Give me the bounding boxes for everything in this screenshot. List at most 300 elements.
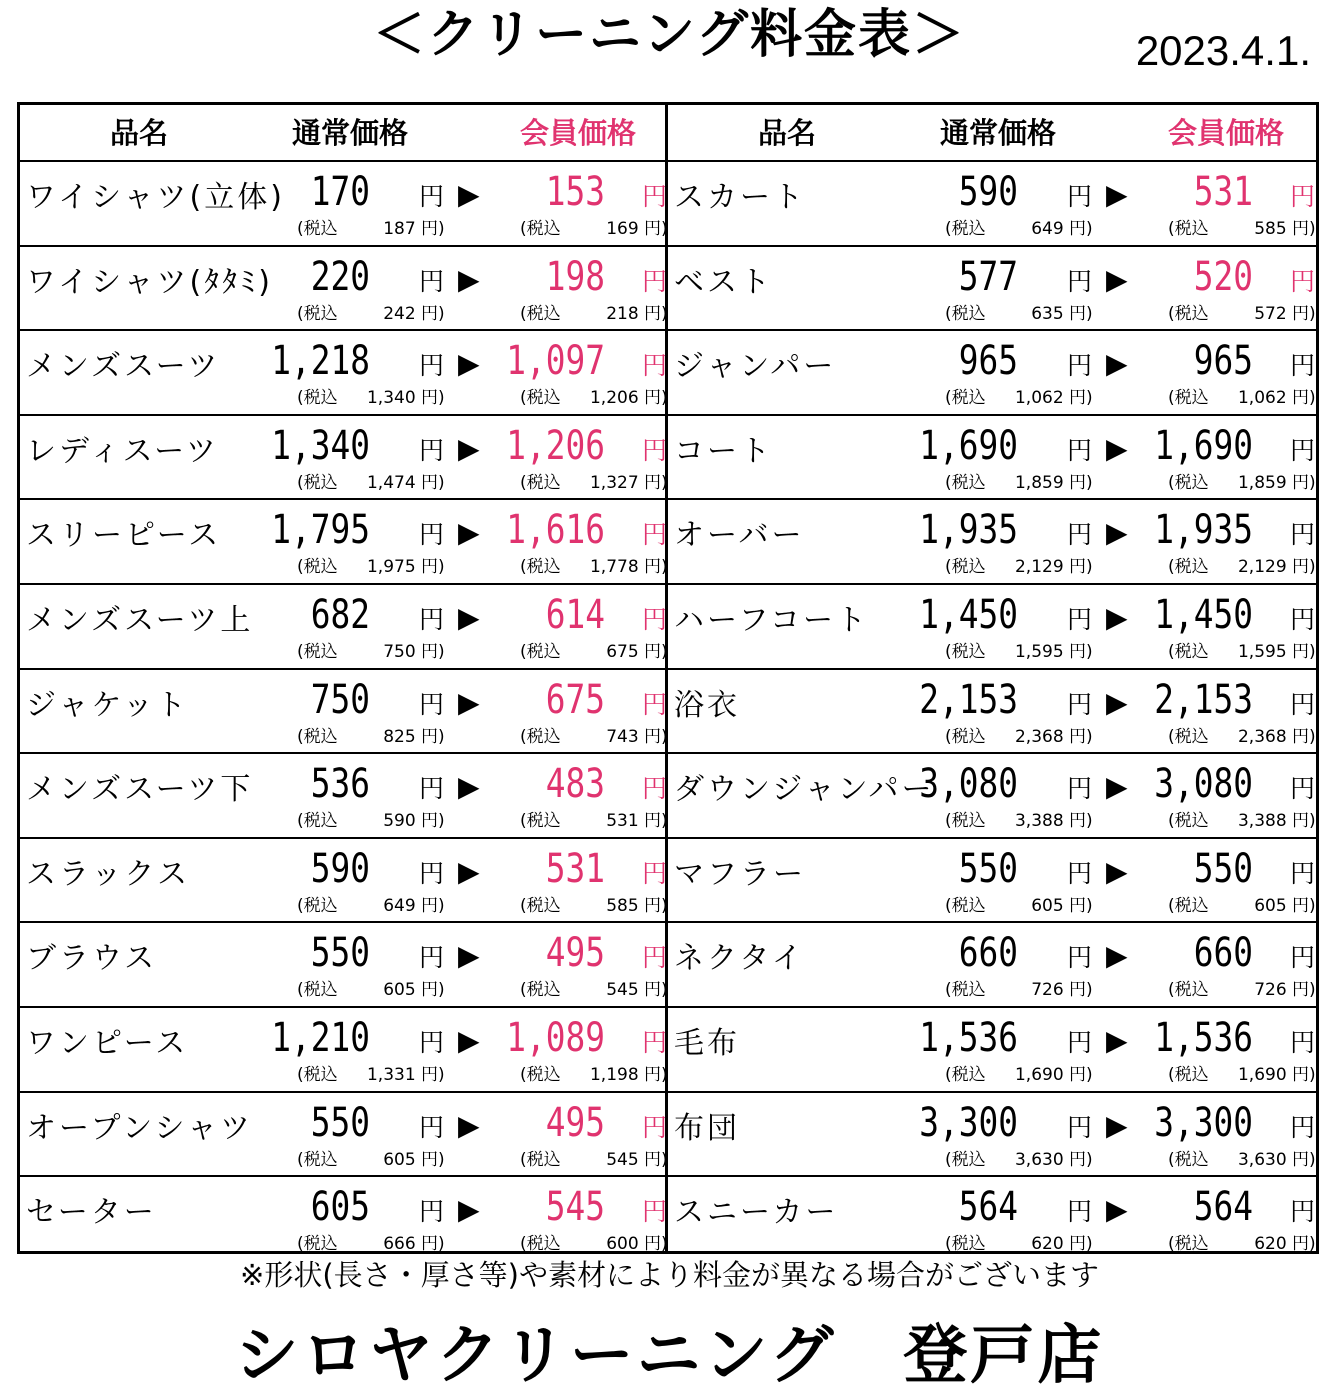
tax-suffix: 円) (421, 219, 445, 239)
tax-suffix: 円) (421, 1234, 445, 1255)
header-member-price: 会員価格 (520, 116, 637, 150)
pricing-note: ※形状(長さ・厚さ等)や素材により料金が異なる場合がございます (240, 1258, 1099, 1292)
normal-tax-value: 825 (383, 726, 416, 747)
normal-price-tax (297, 473, 445, 493)
arrow-icon: ▶ (458, 854, 480, 888)
normal-tax-value: 666 (383, 1234, 416, 1255)
member-tax-value: 2,129 (1237, 557, 1287, 578)
tax-suffix: 円) (421, 303, 445, 324)
tax-prefix: (税込 (520, 388, 561, 409)
yen-label: 円 (642, 1197, 668, 1227)
arrow-icon: ▶ (1106, 939, 1128, 973)
tax-prefix: (税込 (297, 303, 338, 324)
yen-label: 円 (419, 435, 445, 465)
normal-price: 1,450 (919, 591, 1018, 638)
tax-prefix: (税込 (945, 303, 986, 324)
member-price: 531 (1193, 169, 1253, 215)
item-name: メンズスーツ下 (26, 772, 254, 808)
item-name: スリーピース (26, 518, 222, 554)
member-price-tax (1168, 219, 1316, 239)
item-name: マフラー (674, 856, 806, 892)
yen-label: 円 (642, 266, 668, 296)
tax-prefix: (税込 (945, 641, 986, 662)
member-tax-value: 1,062 (1237, 388, 1287, 409)
yen-label: 円 (1067, 520, 1093, 550)
normal-price: 1,690 (919, 422, 1018, 469)
tax-suffix: 円) (1069, 811, 1093, 832)
member-tax-value: 585 (606, 895, 639, 916)
tax-suffix: 円) (1069, 1149, 1093, 1170)
member-tax-value: 3,388 (1237, 811, 1287, 832)
normal-price: 3,300 (919, 1099, 1018, 1146)
item-name: ブラウス (26, 941, 158, 977)
normal-price-tax (297, 1150, 445, 1170)
date-label: 2023.4.1. (1135, 27, 1311, 74)
tax-prefix: (税込 (520, 1234, 561, 1255)
page-title: ＜クリーニング料金表＞ (373, 5, 966, 65)
member-price: 520 (1193, 253, 1253, 300)
member-price: 153 (545, 169, 605, 215)
tax-suffix: 円) (1292, 1234, 1316, 1255)
member-tax-value: 1,198 (589, 1064, 639, 1085)
normal-price-tax (297, 304, 445, 324)
member-price: 545 (545, 1184, 605, 1231)
tax-prefix: (税込 (1168, 1149, 1209, 1170)
tax-suffix: 円) (1069, 303, 1093, 324)
tax-prefix: (税込 (520, 472, 561, 493)
tax-suffix: 円) (644, 895, 668, 916)
item-name: メンズスーツ上 (26, 602, 254, 638)
yen-label: 円 (419, 182, 445, 211)
tax-suffix: 円) (1069, 388, 1093, 409)
normal-price-tax (297, 219, 445, 239)
normal-price-tax (945, 896, 1093, 916)
yen-label: 円 (419, 266, 445, 296)
tax-suffix: 円) (1069, 1234, 1093, 1255)
tax-prefix: (税込 (297, 219, 338, 239)
tax-prefix: (税込 (297, 895, 338, 916)
member-price-tax (520, 1150, 668, 1170)
member-tax-value: 545 (606, 1149, 639, 1170)
normal-price-tax (297, 642, 445, 662)
yen-label: 円 (419, 604, 445, 634)
member-price-tax (1168, 388, 1316, 408)
normal-tax-value: 1,690 (1014, 1064, 1064, 1085)
tax-suffix: 円) (1069, 557, 1093, 578)
normal-price-tax (297, 1234, 445, 1254)
normal-tax-value: 635 (1031, 303, 1064, 324)
tax-prefix: (税込 (297, 557, 338, 578)
normal-tax-value: 1,595 (1014, 641, 1064, 662)
tax-suffix: 円) (644, 472, 668, 493)
item-name: スラックス (26, 856, 191, 892)
table-row (668, 331, 1316, 416)
normal-price-tax (297, 1065, 445, 1085)
tax-suffix: 円) (1069, 895, 1093, 916)
yen-label: 円 (1067, 774, 1093, 804)
arrow-icon: ▶ (458, 770, 480, 804)
normal-price-tax (945, 811, 1093, 831)
member-price-tax (1168, 642, 1316, 662)
member-price: 1,935 (1154, 507, 1253, 554)
normal-price: 550 (310, 1099, 370, 1146)
tax-prefix: (税込 (945, 557, 986, 578)
normal-price: 750 (310, 676, 370, 723)
table-row (20, 500, 668, 585)
member-tax-value: 1,690 (1237, 1064, 1287, 1085)
table-row (668, 839, 1316, 924)
item-name: ワイシャツ(立体) (26, 180, 285, 215)
table-row (20, 416, 668, 501)
member-price-tax (1168, 1234, 1316, 1254)
normal-price: 1,218 (271, 338, 370, 385)
yen-label: 円 (1290, 1197, 1316, 1227)
item-name: 浴衣 (674, 687, 740, 723)
normal-price-tax (297, 980, 445, 1000)
member-price: 660 (1193, 930, 1253, 977)
table-header (20, 105, 665, 162)
yen-label: 円 (642, 943, 668, 973)
tax-prefix: (税込 (1168, 303, 1209, 324)
member-price: 198 (545, 253, 605, 300)
member-tax-value: 1,595 (1237, 641, 1287, 662)
item-name: ワンピース (26, 1025, 189, 1061)
arrow-icon: ▶ (1106, 1193, 1128, 1227)
item-name: ダウンジャンパー (674, 772, 935, 808)
tax-prefix: (税込 (945, 388, 986, 409)
member-tax-value: 605 (1254, 895, 1287, 916)
member-tax-value: 169 (606, 219, 639, 239)
normal-price: 1,210 (271, 1014, 370, 1061)
item-name: ワイシャツ(ﾀﾀﾐ) (26, 264, 273, 300)
member-price-tax (520, 896, 668, 916)
member-price: 1,450 (1154, 591, 1253, 638)
member-tax-value: 545 (606, 980, 639, 1001)
item-name: レディスーツ (26, 433, 219, 469)
member-price: 3,300 (1154, 1099, 1253, 1146)
yen-label: 円 (1067, 1112, 1093, 1142)
normal-tax-value: 3,388 (1014, 811, 1064, 832)
member-price-tax (1168, 980, 1316, 1000)
table-row (668, 585, 1316, 670)
item-name: セーター (26, 1195, 157, 1231)
member-price-tax (1168, 304, 1316, 324)
tax-suffix: 円) (644, 1149, 668, 1170)
normal-price-tax (297, 557, 445, 577)
table-row (668, 1008, 1316, 1093)
normal-price-tax (945, 727, 1093, 747)
normal-price-tax (945, 1150, 1093, 1170)
normal-tax-value: 187 (383, 219, 416, 239)
yen-label: 円 (419, 1112, 445, 1142)
table-row (668, 754, 1316, 839)
tax-prefix: (税込 (297, 641, 338, 662)
tax-prefix: (税込 (1168, 472, 1209, 493)
yen-label: 円 (1290, 520, 1316, 550)
tax-suffix: 円) (644, 388, 668, 409)
header-normal-price: 通常価格 (940, 116, 1057, 150)
normal-price-tax (297, 811, 445, 831)
tax-suffix: 円) (644, 811, 668, 832)
member-tax-value: 1,206 (589, 388, 639, 409)
arrow-icon: ▶ (458, 178, 480, 211)
member-price-tax (520, 557, 668, 577)
table-row (20, 754, 668, 839)
yen-label: 円 (1290, 351, 1316, 381)
tax-prefix: (税込 (945, 980, 986, 1001)
yen-label: 円 (1067, 1197, 1093, 1227)
tax-suffix: 円) (1292, 219, 1316, 239)
tax-prefix: (税込 (1168, 388, 1209, 409)
table-row (668, 500, 1316, 585)
yen-label: 円 (1067, 1027, 1093, 1057)
tax-prefix: (税込 (1168, 895, 1209, 916)
table-row (668, 670, 1316, 755)
member-price: 965 (1193, 338, 1253, 385)
yen-label: 円 (642, 689, 668, 719)
normal-price: 2,153 (919, 676, 1018, 723)
table-row (20, 670, 668, 755)
table-row (668, 162, 1316, 247)
yen-label: 円 (1067, 266, 1093, 296)
member-price-tax (1168, 1150, 1316, 1170)
yen-label: 円 (642, 858, 668, 888)
normal-price-tax (297, 727, 445, 747)
table-row (20, 162, 668, 247)
member-tax-value: 2,368 (1237, 726, 1287, 747)
normal-tax-value: 590 (383, 811, 416, 832)
member-price: 614 (545, 591, 605, 638)
member-price-tax (520, 980, 668, 1000)
item-name: スカート (674, 180, 806, 215)
table-row (20, 247, 668, 332)
normal-price: 605 (310, 1184, 370, 1231)
normal-price: 590 (958, 169, 1018, 215)
normal-price-tax (945, 388, 1093, 408)
tax-prefix: (税込 (520, 1149, 561, 1170)
member-price: 2,153 (1154, 676, 1253, 723)
normal-price: 1,536 (919, 1014, 1018, 1061)
normal-tax-value: 1,975 (366, 557, 416, 578)
item-name: 布団 (674, 1110, 740, 1146)
tax-prefix: (税込 (945, 1234, 986, 1255)
normal-price: 660 (958, 930, 1018, 977)
yen-label: 円 (1067, 858, 1093, 888)
member-price-tax (520, 219, 668, 239)
tax-prefix: (税込 (945, 219, 986, 239)
tax-suffix: 円) (1292, 811, 1316, 832)
tax-suffix: 円) (1069, 219, 1093, 239)
tax-prefix: (税込 (945, 895, 986, 916)
yen-label: 円 (642, 435, 668, 465)
tax-prefix: (税込 (520, 895, 561, 916)
yen-label: 円 (1290, 266, 1316, 296)
table-row (668, 247, 1316, 332)
normal-price: 550 (958, 845, 1018, 892)
tax-suffix: 円) (1292, 472, 1316, 493)
tax-suffix: 円) (1069, 641, 1093, 662)
tax-prefix: (税込 (1168, 557, 1209, 578)
yen-label: 円 (1290, 689, 1316, 719)
tax-suffix: 円) (644, 557, 668, 578)
member-tax-value: 585 (1254, 219, 1287, 239)
normal-tax-value: 2,368 (1014, 726, 1064, 747)
arrow-icon: ▶ (458, 431, 480, 465)
tax-prefix: (税込 (945, 1149, 986, 1170)
yen-label: 円 (419, 520, 445, 550)
item-name: オーバー (674, 518, 805, 554)
item-name: スニーカー (674, 1195, 839, 1231)
member-price-tax (1168, 811, 1316, 831)
member-price-tax (1168, 727, 1316, 747)
tax-suffix: 円) (1292, 895, 1316, 916)
normal-price-tax (945, 1234, 1093, 1254)
yen-label: 円 (419, 858, 445, 888)
tax-prefix: (税込 (297, 726, 338, 747)
table-row (668, 1177, 1316, 1262)
yen-label: 円 (1067, 943, 1093, 973)
tax-prefix: (税込 (520, 1064, 561, 1085)
yen-label: 円 (1067, 435, 1093, 465)
table-row (20, 1008, 668, 1093)
tax-suffix: 円) (421, 388, 445, 409)
normal-price: 965 (958, 338, 1018, 385)
yen-label: 円 (642, 182, 668, 211)
tax-suffix: 円) (1292, 641, 1316, 662)
arrow-icon: ▶ (458, 1108, 480, 1142)
yen-label: 円 (642, 520, 668, 550)
yen-label: 円 (642, 604, 668, 634)
normal-price: 170 (310, 169, 370, 215)
tax-prefix: (税込 (297, 1064, 338, 1085)
tax-suffix: 円) (644, 726, 668, 747)
normal-price: 564 (958, 1184, 1018, 1231)
tax-suffix: 円) (644, 1234, 668, 1255)
item-name: ジャンパー (674, 349, 837, 385)
table-row (20, 839, 668, 924)
member-price: 675 (545, 676, 605, 723)
normal-tax-value: 1,474 (366, 472, 416, 493)
arrow-icon: ▶ (1106, 262, 1128, 296)
yen-label: 円 (1290, 435, 1316, 465)
normal-tax-value: 2,129 (1014, 557, 1064, 578)
tax-suffix: 円) (644, 219, 668, 239)
normal-price: 3,080 (919, 761, 1018, 808)
tax-prefix: (税込 (520, 980, 561, 1001)
tax-suffix: 円) (421, 472, 445, 493)
arrow-icon: ▶ (458, 347, 480, 381)
table-row (20, 331, 668, 416)
arrow-icon: ▶ (458, 600, 480, 634)
arrow-icon: ▶ (1106, 600, 1128, 634)
tax-suffix: 円) (1292, 388, 1316, 409)
yen-label: 円 (419, 774, 445, 804)
member-price-tax (1168, 557, 1316, 577)
yen-label: 円 (1290, 1027, 1316, 1057)
member-tax-value: 531 (606, 811, 639, 832)
tax-suffix: 円) (644, 641, 668, 662)
yen-label: 円 (1067, 182, 1093, 211)
item-name: ベスト (674, 264, 773, 300)
tax-suffix: 円) (421, 1064, 445, 1085)
tax-suffix: 円) (421, 811, 445, 832)
table-row (668, 923, 1316, 1008)
tax-prefix: (税込 (297, 1234, 338, 1255)
member-price-tax (520, 304, 668, 324)
yen-label: 円 (642, 1027, 668, 1057)
normal-tax-value: 1,062 (1014, 388, 1064, 409)
normal-price: 550 (310, 930, 370, 977)
yen-label: 円 (642, 1112, 668, 1142)
item-name: ハーフコート (674, 602, 869, 638)
member-price: 564 (1193, 1184, 1253, 1231)
normal-price: 1,340 (271, 422, 370, 469)
normal-price-tax (945, 642, 1093, 662)
member-price-tax (520, 388, 668, 408)
normal-price: 1,935 (919, 507, 1018, 554)
normal-tax-value: 605 (1031, 895, 1064, 916)
yen-label: 円 (419, 689, 445, 719)
tax-prefix: (税込 (520, 557, 561, 578)
table-row (20, 1177, 668, 1262)
table-header (668, 105, 1316, 162)
arrow-icon: ▶ (1106, 347, 1128, 381)
normal-price-tax (945, 980, 1093, 1000)
member-tax-value: 1,859 (1237, 472, 1287, 493)
normal-tax-value: 620 (1031, 1234, 1064, 1255)
member-price: 483 (545, 761, 605, 808)
arrow-icon: ▶ (1106, 854, 1128, 888)
tax-suffix: 円) (1292, 1149, 1316, 1170)
price-table-right-column (668, 105, 1316, 1255)
member-price: 3,080 (1154, 761, 1253, 808)
yen-label: 円 (642, 774, 668, 804)
tax-prefix: (税込 (297, 1149, 338, 1170)
table-row (20, 585, 668, 670)
tax-prefix: (税込 (1168, 726, 1209, 747)
member-price-tax (520, 642, 668, 662)
normal-tax-value: 605 (383, 1149, 416, 1170)
normal-price-tax (945, 304, 1093, 324)
item-name: ネクタイ (674, 941, 805, 977)
tax-prefix: (税込 (1168, 219, 1209, 239)
tax-prefix: (税込 (520, 219, 561, 239)
arrow-icon: ▶ (458, 516, 480, 550)
tax-suffix: 円) (421, 641, 445, 662)
header-normal-price: 通常価格 (292, 116, 409, 150)
item-name: オープンシャツ (26, 1110, 253, 1146)
tax-suffix: 円) (644, 1064, 668, 1085)
member-price: 1,089 (506, 1014, 605, 1061)
tax-prefix: (税込 (520, 726, 561, 747)
member-tax-value: 3,630 (1237, 1149, 1287, 1170)
tax-suffix: 円) (421, 895, 445, 916)
header-item-name: 品名 (110, 116, 169, 150)
arrow-icon: ▶ (1106, 431, 1128, 465)
arrow-icon: ▶ (458, 262, 480, 296)
member-price-tax (1168, 1065, 1316, 1085)
member-tax-value: 620 (1254, 1234, 1287, 1255)
tax-prefix: (税込 (945, 811, 986, 832)
item-name: 毛布 (674, 1025, 740, 1061)
normal-tax-value: 3,630 (1014, 1149, 1064, 1170)
normal-price: 577 (958, 253, 1018, 300)
normal-price-tax (945, 219, 1093, 239)
item-name: ジャケット (26, 687, 189, 723)
tax-prefix: (税込 (297, 388, 338, 409)
price-table-left-column (20, 105, 668, 1255)
normal-price: 536 (310, 761, 370, 808)
